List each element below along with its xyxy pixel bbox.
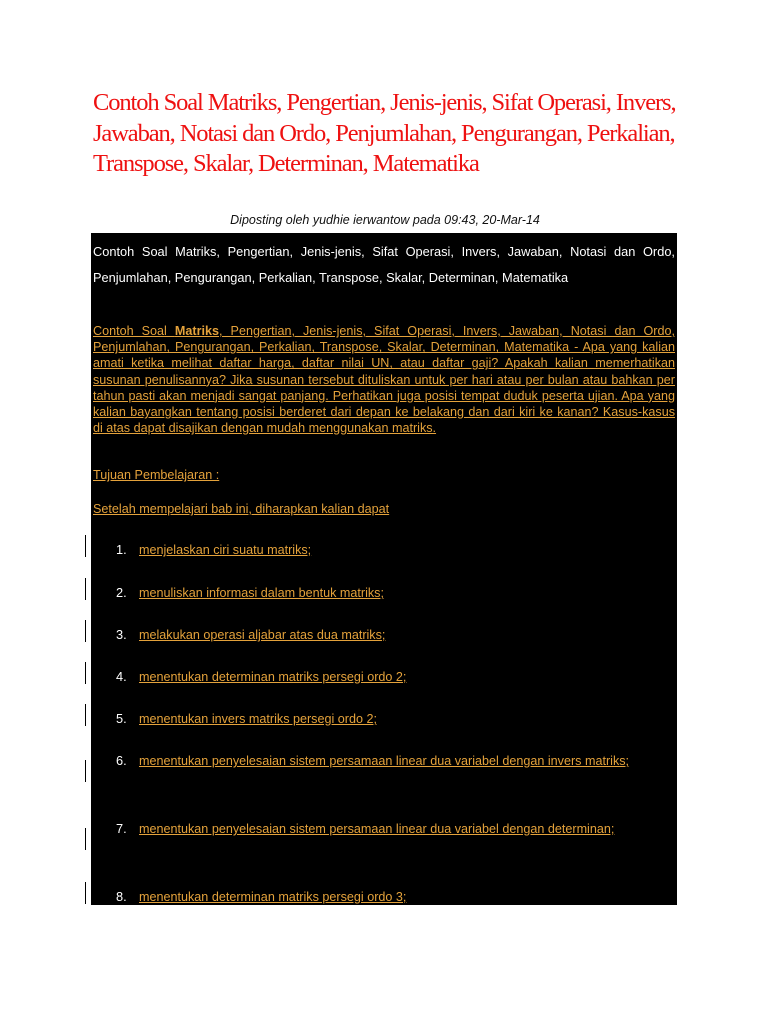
margin-bar <box>85 578 86 600</box>
article-body-keyword: Matriks <box>174 324 220 338</box>
goals-intro-link[interactable]: Setelah mempelajari bab ini, diharapkan kalian dapat <box>93 502 390 516</box>
goal-number: 1. <box>116 542 127 557</box>
margin-bar <box>85 760 86 782</box>
article-body-link[interactable] <box>93 323 675 436</box>
margin-bar <box>85 704 86 726</box>
goal-link[interactable]: menentukan determinan matriks persegi ordo 3; <box>139 890 407 904</box>
goal-link[interactable]: menentukan penyelesaian sistem persamaan linear dua variabel dengan determinan; <box>139 822 615 836</box>
margin-bar <box>85 535 86 557</box>
margin-bar <box>85 620 86 642</box>
goal-number: 7. <box>116 821 127 836</box>
margin-bar <box>85 882 86 904</box>
goal-number: 6. <box>116 753 127 768</box>
goals-heading-link[interactable]: Tujuan Pembelajaran : <box>93 468 220 482</box>
article-body-lead: Contoh Soal <box>93 324 175 338</box>
goal-link[interactable]: menentukan determinan matriks persegi ordo 2; <box>139 670 407 684</box>
margin-bar <box>85 662 86 684</box>
goal-link[interactable]: menjelaskan ciri suatu matriks; <box>139 543 312 557</box>
goal-number: 4. <box>116 669 127 684</box>
goal-link[interactable]: melakukan operasi aljabar atas dua matriks; <box>139 628 386 642</box>
post-byline: Diposting oleh yudhie ierwantow pada 09:43, 20-Mar-14 <box>230 213 540 227</box>
article-body-rest: , Pengertian, Jenis-jenis, Sifat Operasi, Invers, Jawaban, Notasi dan Ordo, Penjumlahan, Pengurangan, Perkalian, Transpose, Skalar, Determinan, Matematika - Apa yang kalian amati ketika melihat daftar harga, daftar nilai UN, atau daftar gaji? Apakah kalian memerhatikan susunan penulisannya? Jika susunan tersebut dituliskan untuk per hari atau per bulan atau bahkan per tahun pasti akan menjadi sangat panjang. Perhatikan juga posisi tempat duduk peserta ujian. Apa yang kalian bayangkan tentang posisi berderet dari depan ke belakang dan dari kiri ke kanan? Kasus-kasus di atas dapat disajikan dengan mudah menggunakan matriks. <box>93 324 675 436</box>
margin-bar <box>85 828 86 850</box>
goal-link[interactable]: menentukan invers matriks persegi ordo 2; <box>139 712 377 726</box>
article-title: Contoh Soal Matriks, Pengertian, Jenis-jenis, Sifat Operasi, Invers, Jawaban, Notasi dan Ordo, Penjumlahan, Pengurangan, Perkalian, Transpose, Skalar, Determinan, Matematika <box>93 89 676 177</box>
goal-number: 3. <box>116 627 127 642</box>
goal-link[interactable]: menentukan penyelesaian sistem persamaan linear dua variabel dengan invers matriks; <box>139 754 630 768</box>
goal-link[interactable]: menuliskan informasi dalam bentuk matriks; <box>139 586 384 600</box>
goal-number: 2. <box>116 585 127 600</box>
goal-number: 5. <box>116 711 127 726</box>
article-content-panel <box>91 233 677 905</box>
goal-number: 8. <box>116 889 127 904</box>
article-intro: Contoh Soal Matriks, Pengertian, Jenis-jenis, Sifat Operasi, Invers, Jawaban, Notasi dan Ordo, Penjumlahan, Pengurangan, Perkalian, Transpose, Skalar, Determinan, Matematika <box>93 244 675 285</box>
